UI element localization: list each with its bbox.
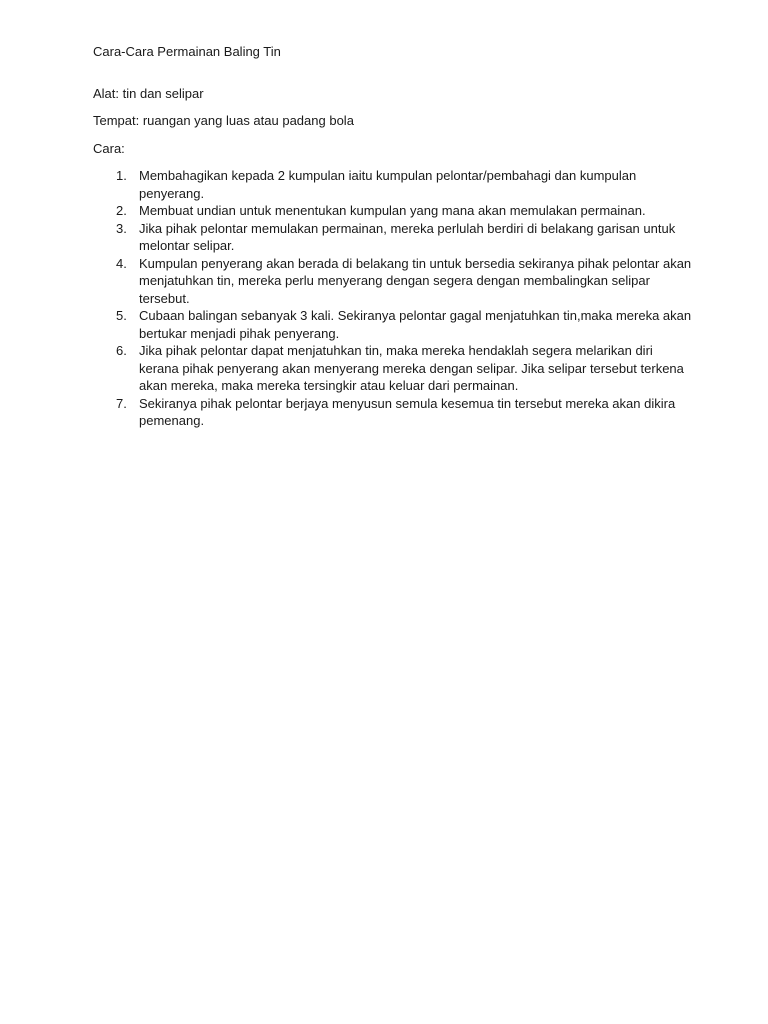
list-item: [93, 220, 693, 255]
list-item-text: Cubaan balingan sebanyak 3 kali. Sekiranya pelontar gagal menjatuhkan tin,maka mereka akan bertukar menjadi pihak penyerang.: [139, 308, 692, 341]
list-item-number: 3.: [116, 220, 127, 236]
list-item-number: 6.: [116, 343, 127, 358]
list-item-number: 4.: [116, 255, 127, 271]
list-item-text: Membuat undian untuk menentukan kumpulan yang mana akan memulakan permainan.: [139, 203, 646, 218]
list-item-number: 5.: [116, 308, 127, 323]
list-item-number: 1.: [116, 168, 127, 183]
equipment-line: Alat: tin dan selipar: [93, 85, 204, 101]
location-line: Tempat: ruangan yang luas atau padang bola: [93, 113, 354, 128]
list-item-text: Sekiranya pihak pelontar berjaya menyusun semula kesemua tin tersebut mereka akan dikira pemenang.: [139, 395, 676, 428]
list-item-text: Kumpulan penyerang akan berada di belakang tin untuk bersedia sekiranya pihak pelontar akan menjatuhkan tin, mereka perlu menyerang dengan segera dengan membalingkan selipar tersebut.: [139, 255, 692, 306]
document-title: Cara-Cara Permainan Baling Tin: [93, 44, 281, 59]
list-item: [93, 202, 693, 220]
list-item: [93, 167, 693, 202]
list-item: [93, 395, 693, 430]
list-item-number: 2.: [116, 203, 127, 218]
method-heading: Cara:: [93, 140, 125, 156]
list-item-text: Membahagikan kepada 2 kumpulan iaitu kumpulan pelontar/pembahagi dan kumpulan penyerang.: [139, 168, 637, 201]
list-item-text: Jika pihak pelontar dapat menjatuhkan tin, maka mereka hendaklah segera melarikan diri kerana pihak penyerang akan menyerang mereka dengan selipar. Jika selipar tersebut terkena akan mereka, maka mereka tersingkir atau keluar dari permainan.: [139, 343, 684, 393]
list-item-text: Jika pihak pelontar memulakan permainan, mereka perlulah berdiri di belakang garisan untuk melontar selipar.: [139, 220, 676, 253]
list-item: [93, 307, 693, 342]
steps-list: [93, 167, 693, 430]
list-item-number: 7.: [116, 395, 127, 411]
list-item: [93, 342, 693, 395]
list-item: [93, 255, 693, 308]
document-body: [93, 43, 693, 430]
